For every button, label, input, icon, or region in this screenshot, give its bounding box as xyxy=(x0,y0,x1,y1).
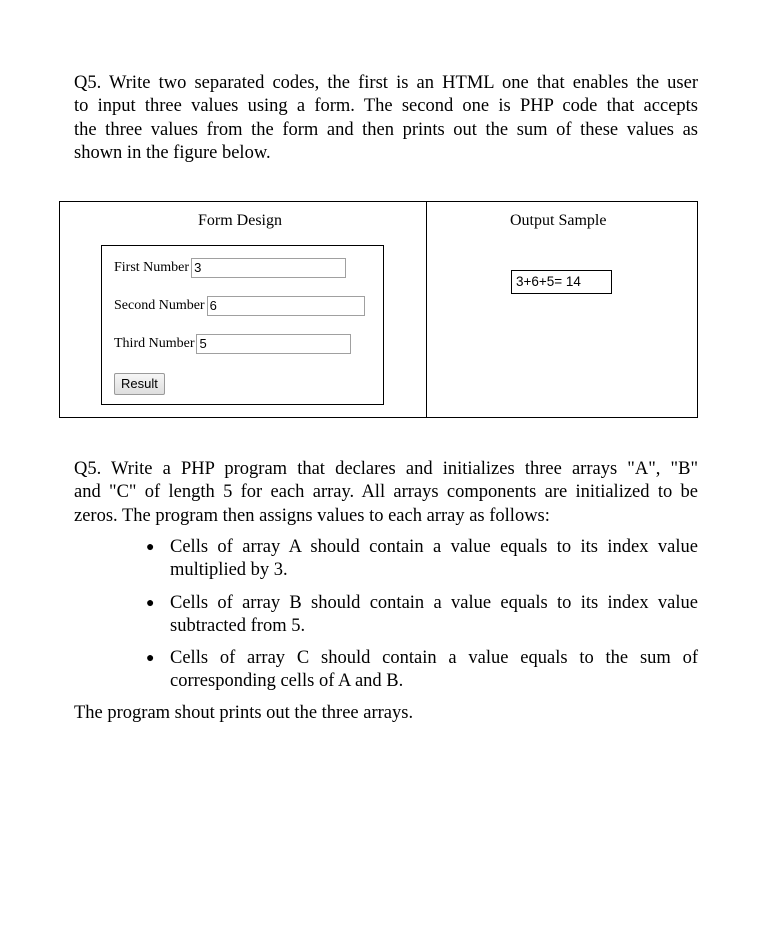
question-1-line: the three values from the form and then prints out the sum of these values as xyxy=(74,119,698,140)
question-2-line: zeros. The program then assigns values to each array as follows: xyxy=(74,505,550,526)
bullet-line: Cells of array C should contain a value equals to the sum of xyxy=(170,648,698,668)
bullet-dot-icon: ● xyxy=(146,540,155,555)
third-number-input[interactable]: 5 xyxy=(196,334,351,354)
question-1-text xyxy=(74,72,698,165)
question-2-line: and "C" of length 5 for each array. All arrays components are initialized to be xyxy=(74,482,698,503)
question-1-line: Q5. Write two separated codes, the first is an HTML one that enables the user xyxy=(74,73,698,93)
bullet-item-b xyxy=(170,592,698,639)
bullet-item-c xyxy=(170,647,698,694)
closing-text: The program shout prints out the three arrays. xyxy=(74,703,414,723)
second-number-input[interactable]: 6 xyxy=(207,296,365,316)
second-number-label: Second Number xyxy=(114,298,205,313)
first-number-input[interactable]: 3 xyxy=(191,258,346,278)
bullet-line: subtracted from 5. xyxy=(170,616,306,637)
first-number-label: First Number xyxy=(114,260,190,275)
bullet-dot-icon: ● xyxy=(146,651,155,666)
first-number-row xyxy=(114,258,346,278)
result-button[interactable]: Result xyxy=(114,373,165,395)
bullet-dot-icon: ● xyxy=(146,596,155,611)
second-number-row xyxy=(114,296,365,316)
output-sample-header: Output Sample xyxy=(510,212,607,229)
bullet-line: corresponding cells of A and B. xyxy=(170,671,404,692)
table-divider xyxy=(426,202,427,417)
bullet-line: multiplied by 3. xyxy=(170,560,288,581)
figure-table xyxy=(59,201,698,418)
output-sample-box: 3+6+5= 14 xyxy=(511,270,612,294)
third-number-row xyxy=(114,334,351,354)
bullet-item-a xyxy=(170,536,698,583)
bullet-line: Cells of array B should contain a value equals to its index value xyxy=(170,593,698,613)
form-design-header: Form Design xyxy=(198,212,282,229)
question-2-line: Q5. Write a PHP program that declares and initializes three arrays "A", "B" xyxy=(74,459,698,479)
third-number-label: Third Number xyxy=(114,336,195,351)
bullet-line: Cells of array A should contain a value equals to its index value xyxy=(170,537,698,557)
question-1-line: to input three values using a form. The second one is PHP code that accepts xyxy=(74,96,698,117)
question-2-text xyxy=(74,458,698,528)
question-1-line: shown in the figure below. xyxy=(74,142,271,163)
form-design-box xyxy=(101,245,384,405)
